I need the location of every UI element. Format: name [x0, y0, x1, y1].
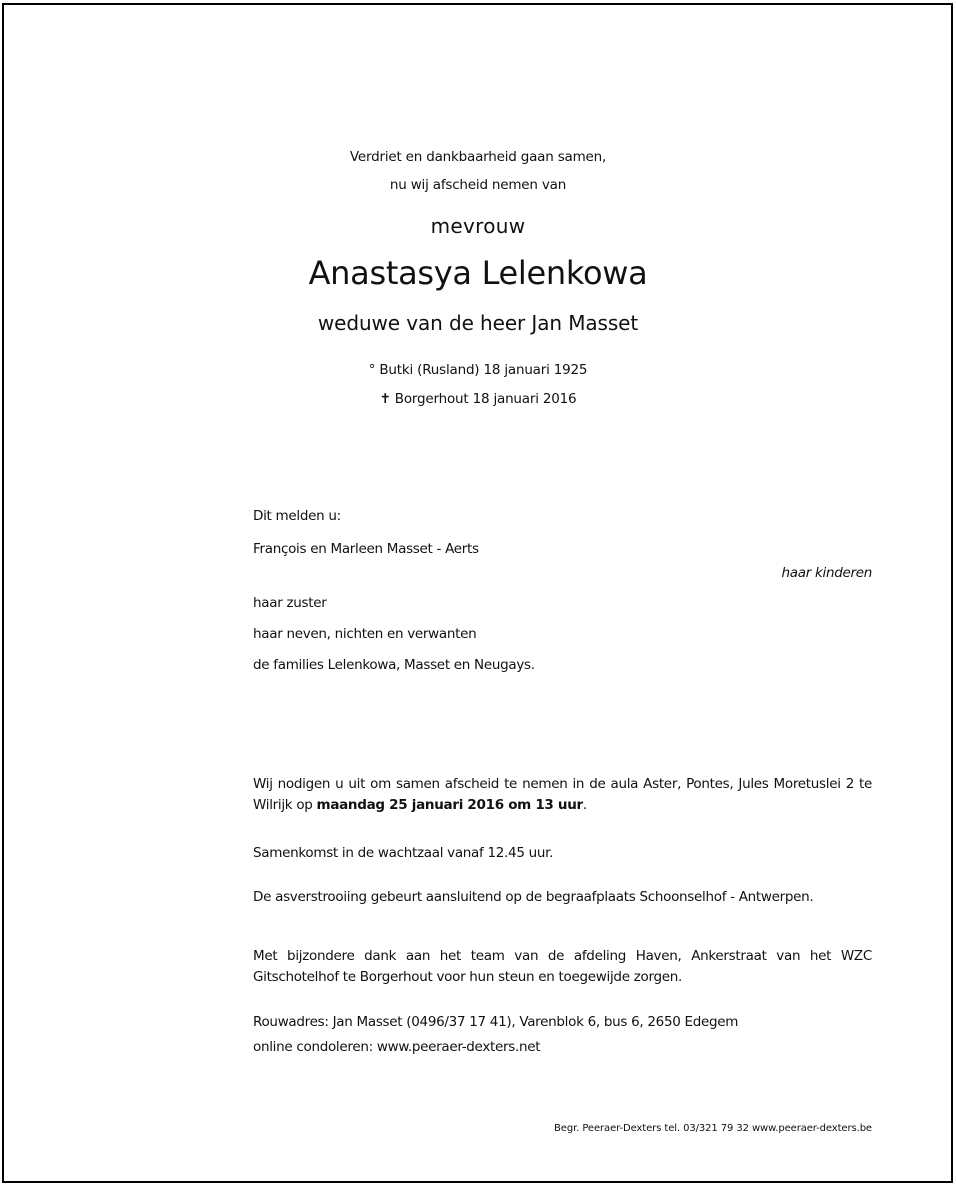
death-info: Borgerhout 18 januari 2016 [394, 391, 577, 407]
cross-icon: ✝ [379, 391, 391, 407]
birth-line [0, 362, 956, 378]
scattering-note: De asverstrooiing gebeurt aansluitend op de begraafplaats Schoonselhof - Antwerpen. [253, 889, 814, 905]
funeral-home-credit: Begr. Peeraer-Dexters tel. 03/321 79 32 www.peeraer-dexters.be [554, 1123, 872, 1134]
widow-of-line: weduwe van de heer Jan Masset [317, 311, 639, 335]
birth-info: Butki (Rusland) 18 januari 1925 [379, 362, 588, 378]
online-condolence-link[interactable]: online condoleren: www.peeraer-dexters.net [253, 1039, 541, 1055]
deceased-name: Anastasya Lelenkowa [308, 254, 648, 292]
mourning-address: Rouwadres: Jan Masset (0496/37 17 41), Varenblok 6, bus 6, 2650 Edegem [253, 1014, 739, 1030]
family-line-sister: haar zuster [253, 595, 327, 611]
invitation-period: . [582, 797, 587, 813]
family-relation-children: haar kinderen [781, 565, 872, 581]
family-line-children: François en Marleen Masset - Aerts [253, 541, 479, 557]
family-line-families: de families Lelenkowa, Masset en Neugays. [253, 657, 535, 673]
ceremony-date-time: maandag 25 januari 2016 om 13 uur [316, 797, 583, 813]
intro-line-1: Verdriet en dankbaarheid gaan samen, [349, 149, 607, 165]
thanks-note: Met bijzondere dank aan het team van de afdeling Haven, Ankerstraat van het WZC Gitschotelhof te Borgerhout voor hun steun en toegewijde zorgen. [253, 948, 872, 985]
announcement-lead: Dit melden u: [253, 508, 341, 524]
ceremony-invitation [253, 774, 872, 816]
honorific-title: mevrouw [430, 214, 526, 238]
invitation-text: Wij nodigen u uit om samen afscheid te nemen in de aula Aster, Pontes, Jules Moretuslei 2 te Wilrijk op [253, 776, 872, 813]
death-line [0, 391, 956, 407]
family-line-relatives: haar neven, nichten en verwanten [253, 626, 477, 642]
intro-line-2: nu wij afscheid nemen van [389, 177, 567, 193]
gathering-note: Samenkomst in de wachtzaal vanaf 12.45 uur. [253, 845, 554, 861]
birth-symbol-icon: ° [368, 362, 376, 378]
